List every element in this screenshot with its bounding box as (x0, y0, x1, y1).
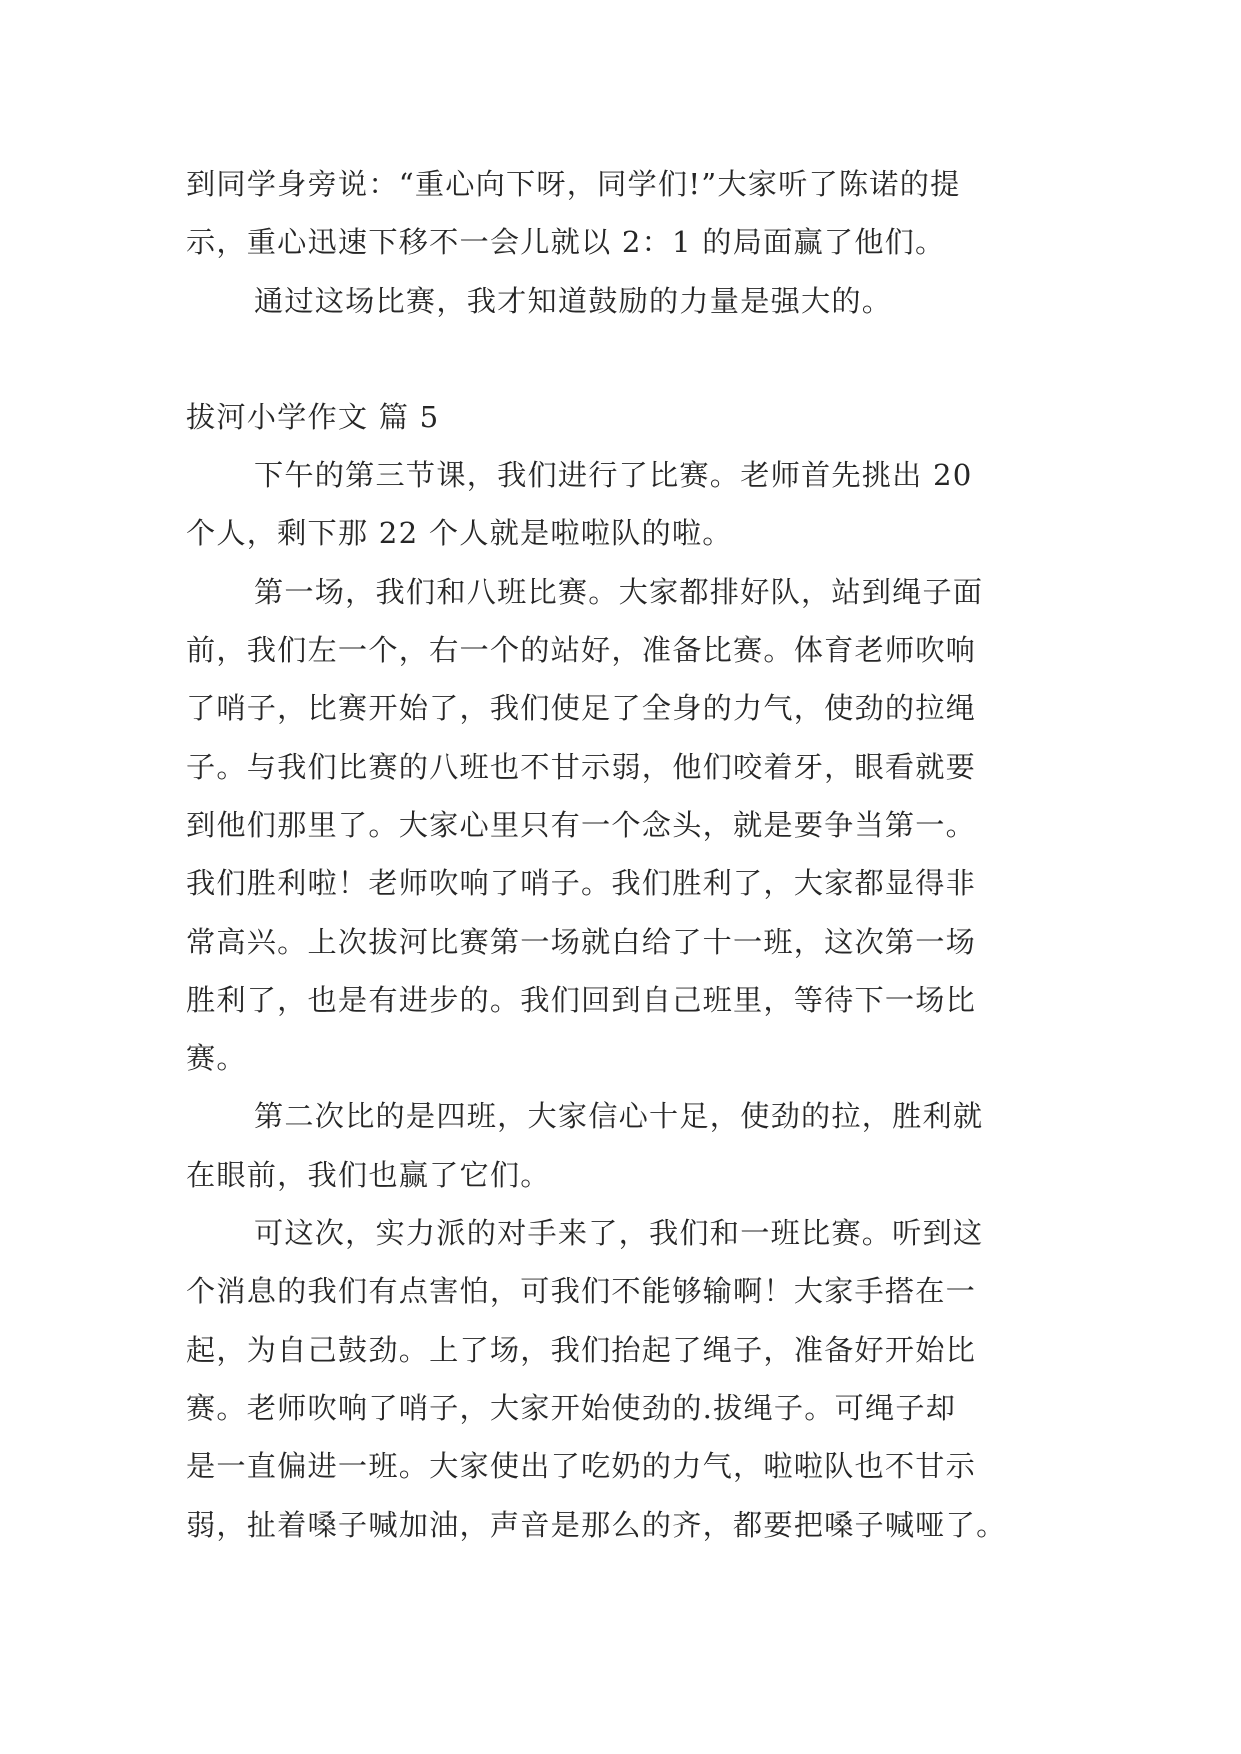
text-line: 胜利了，也是有进步的。我们回到自己班里，等待下一场比 (186, 982, 977, 1017)
text-line: 可这次，实力派的对手来了，我们和一班比赛。听到这 (254, 1216, 984, 1251)
document-body (186, 155, 1066, 1554)
text-line: 是一直偏进一班。大家使出了吃奶的力气，啦啦队也不甘示 (186, 1449, 977, 1484)
text-line: 通过这场比赛，我才知道鼓励的力量是强大的。 (254, 283, 893, 318)
text-line: 个消息的我们有点害怕，可我们不能够输啊！大家手搭在一 (186, 1274, 977, 1309)
section-title: 拔河小学作文 篇 5 (186, 399, 440, 434)
text-line: 第一场，我们和八班比赛。大家都排好队，站到绳子面 (254, 574, 984, 609)
text-line: 在眼前，我们也赢了它们。 (186, 1157, 551, 1192)
text-line: 到他们那里了。大家心里只有一个念头，就是要争当第一。 (186, 807, 977, 842)
text-line: 了哨子，比赛开始了，我们使足了全身的力气，使劲的拉绳 (186, 691, 977, 726)
text-line: 第二次比的是四班，大家信心十足，使劲的拉，胜利就 (254, 1099, 984, 1134)
text-line: 子。与我们比赛的八班也不甘示弱，他们咬着牙，眼看就要 (186, 749, 977, 784)
text-line: 示，重心迅速下移不一会儿就以 2：1 的局面赢了他们。 (186, 225, 946, 260)
text-line: 弱，扯着嗓子喊加油，声音是那么的齐，都要把嗓子喊哑了。 (186, 1507, 1007, 1542)
text-line: 到同学身旁说：“重心向下呀，同学们!”大家听了陈诺的提 (186, 167, 961, 201)
text-line: 常高兴。上次拔河比赛第一场就白给了十一班，这次第一场 (186, 924, 977, 959)
text-line: 赛。老师吹响了哨子，大家开始使劲的.拔绳子。可绳子却 (186, 1390, 957, 1425)
text-line: 下午的第三节课，我们进行了比赛。老师首先挑出 20 (254, 458, 973, 493)
text-line: 前，我们左一个，右一个的站好，准备比赛。体育老师吹响 (186, 633, 977, 668)
text-line: 我们胜利啦！老师吹响了哨子。我们胜利了，大家都显得非 (186, 866, 977, 901)
text-line: 个人，剩下那 22 个人就是啦啦队的啦。 (186, 516, 733, 551)
text-line: 赛。 (186, 1041, 247, 1076)
text-line: 起，为自己鼓劲。上了场，我们抬起了绳子，准备好开始比 (186, 1332, 977, 1367)
